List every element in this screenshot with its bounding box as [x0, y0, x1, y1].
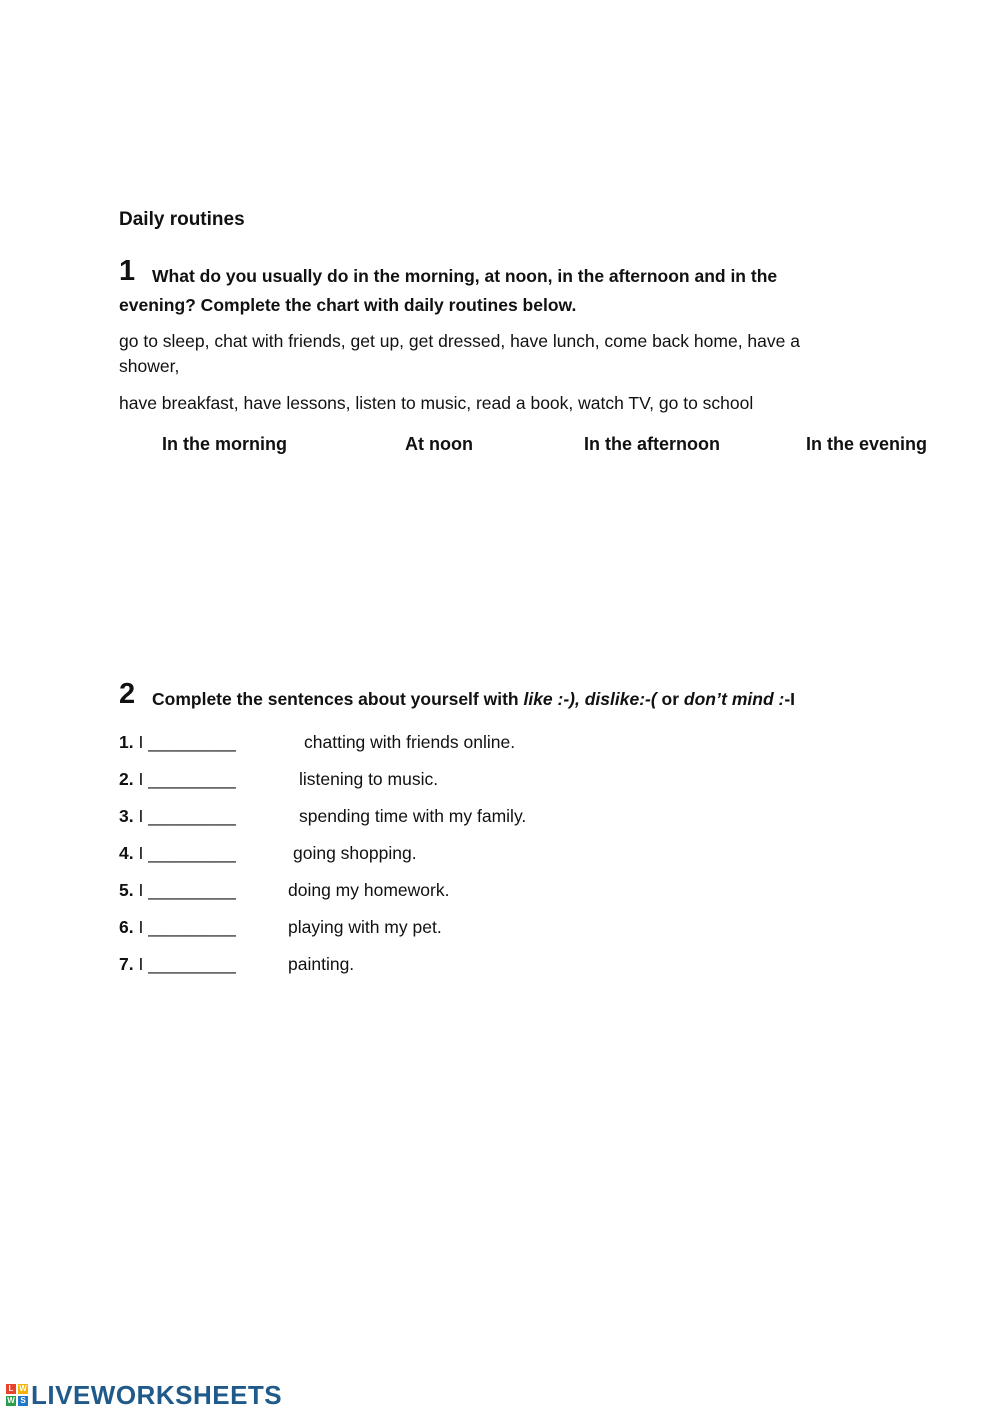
item-number: 1.	[119, 732, 134, 752]
logo-mark-tile: S	[18, 1396, 28, 1406]
item-number: 5.	[119, 880, 134, 900]
column-header-morning: In the morning	[162, 434, 287, 454]
sentence-item	[119, 880, 450, 902]
column-header-noon: At noon	[405, 434, 473, 454]
logo-text: LIVEWORKSHEETS	[31, 1379, 283, 1410]
routine-chart-answer-area[interactable]	[119, 465, 939, 665]
option-dont-mind: don’t mind :	[683, 689, 785, 709]
exercise-2-instruction-suffix: -I	[784, 689, 796, 709]
exercise-2-instruction	[152, 689, 795, 710]
item-sentence: chatting with friends online.	[304, 732, 516, 752]
exercise-2-instruction-prefix: Complete the sentences about yourself with	[152, 689, 524, 709]
exercise-1-instruction-line2: evening? Complete the chart with daily routines below.	[119, 295, 577, 315]
answer-blank[interactable]: I _________	[138, 769, 236, 789]
logo-mark-tile: W	[19, 1384, 27, 1393]
logo-mark-icon	[6, 1384, 28, 1406]
option-like-dislike: like :-), dislike:-(	[523, 689, 657, 709]
exercise-1-number: 1	[119, 255, 136, 287]
item-number: 6.	[119, 917, 134, 937]
answer-blank[interactable]: I _________	[138, 917, 236, 937]
sentence-item	[119, 843, 417, 865]
sentence-item	[119, 769, 439, 791]
column-header-afternoon: In the afternoon	[584, 434, 720, 454]
sentence-item	[119, 917, 442, 939]
item-number: 3.	[119, 806, 134, 826]
item-sentence: going shopping.	[293, 843, 417, 863]
vocab-line-3: have breakfast, have lessons, listen to music, read a book, watch TV, go to school	[119, 393, 754, 413]
logo-mark-tile: L	[6, 1384, 16, 1394]
item-number: 2.	[119, 769, 134, 789]
exercise-1-instruction-line1: What do you usually do in the morning, at noon, in the afternoon and in the	[152, 266, 778, 286]
answer-blank[interactable]: I _________	[138, 880, 236, 900]
answer-blank[interactable]: I _________	[138, 806, 236, 826]
item-sentence: painting.	[288, 954, 355, 974]
sentence-item	[119, 806, 527, 828]
column-header-evening: In the evening	[806, 434, 928, 454]
item-sentence: playing with my pet.	[288, 917, 442, 937]
item-sentence: listening to music.	[299, 769, 439, 789]
sentence-item	[119, 954, 355, 976]
item-sentence: spending time with my family.	[299, 806, 527, 826]
sentence-item	[119, 732, 516, 754]
liveworksheets-logo[interactable]	[6, 1381, 282, 1409]
item-number: 4.	[119, 843, 134, 863]
vocab-line-1: go to sleep, chat with friends, get up, get dressed, have lunch, come back home, have a	[119, 331, 800, 351]
item-number: 7.	[119, 954, 134, 974]
answer-blank[interactable]: I _________	[138, 732, 236, 752]
worksheet-title: Daily routines	[119, 209, 245, 230]
exercise-2-instruction-or: or	[656, 689, 684, 709]
logo-mark-tile: W	[7, 1396, 15, 1405]
exercise-2-number: 2	[119, 678, 136, 710]
item-sentence: doing my homework.	[288, 880, 450, 900]
vocab-line-2: shower,	[119, 356, 180, 376]
answer-blank[interactable]: I _________	[138, 843, 236, 863]
answer-blank[interactable]: I _________	[138, 954, 236, 974]
